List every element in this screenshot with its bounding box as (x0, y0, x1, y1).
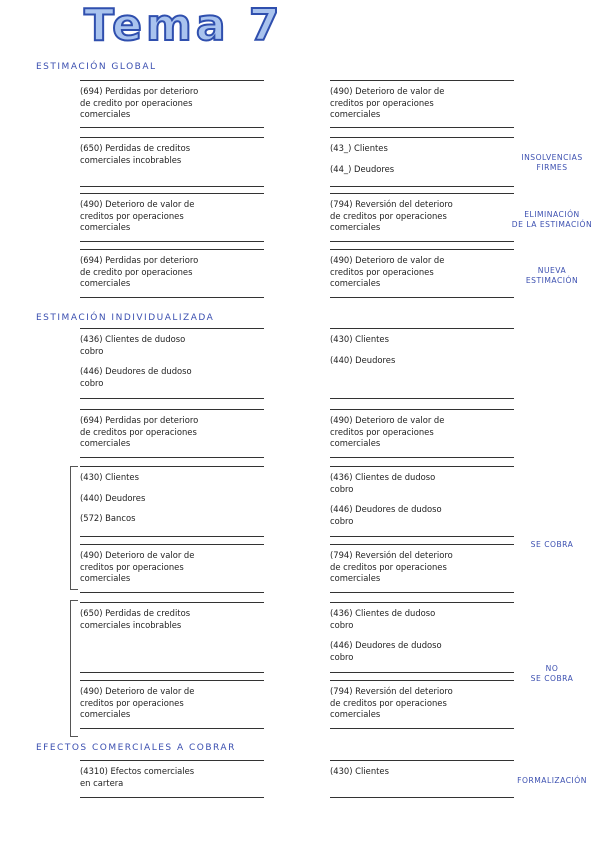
debit-entry (80, 255, 265, 290)
debit-entry (80, 334, 265, 389)
ledger-rule (80, 249, 264, 250)
entry-line: comerciales (330, 709, 381, 719)
entry-line: (446) Deudores de dudoso (330, 640, 442, 650)
entry-line: (490) Deterioro de valor de (330, 255, 445, 265)
entry-line: (4310) Efectos comerciales (80, 766, 195, 776)
entry-line: comerciales (80, 438, 131, 448)
entry-line: (436) Clientes de dudoso (330, 472, 436, 482)
bracket-se-cobra (70, 466, 78, 590)
debit-entry (80, 86, 265, 121)
credit-entry (330, 255, 515, 290)
entry-line: (490) Deterioro de valor de (80, 199, 195, 209)
ledger-rule (80, 398, 264, 399)
entry-line: cobro (330, 651, 354, 662)
entry-line: (572) Bancos (80, 513, 136, 523)
ledger-rule (80, 544, 264, 545)
credit-entry (330, 334, 515, 366)
entry-line: comerciales (330, 109, 381, 119)
ledger-rule (330, 466, 514, 467)
debit-entry (80, 143, 265, 166)
entry-line: (794) Reversión del deterioro (330, 686, 453, 696)
margin-note (508, 153, 596, 173)
ledger-rule (80, 297, 264, 298)
ledger-rule (330, 137, 514, 138)
ledger-rule (80, 760, 264, 761)
entry-line: creditos por operaciones (330, 266, 434, 277)
margin-note-line: NUEVA (537, 266, 567, 275)
margin-note-line: INSOLVENCIAS (521, 153, 583, 162)
ledger-rule (330, 760, 514, 761)
entry-line: comerciales (80, 573, 131, 583)
entry-line: comerciales incobrables (80, 154, 182, 165)
entry-line: (490) Deterioro de valor de (330, 86, 445, 96)
margin-note (508, 210, 596, 230)
entry-line: de creditos por operaciones (330, 210, 447, 221)
debit-entry (80, 472, 265, 525)
entry-line: cobro (80, 377, 104, 388)
margin-note-line: FORMALIZACIÓN (517, 776, 587, 785)
entry-line: de credito por operaciones (80, 97, 193, 108)
entry-line: (430) Clientes (330, 766, 389, 776)
entry-line: comerciales (80, 278, 131, 288)
entry-line: comerciales (330, 222, 381, 232)
ledger-rule (80, 536, 264, 537)
entry-line: creditos por operaciones (330, 426, 434, 437)
ledger-rule (80, 672, 264, 673)
entry-line: cobro (330, 483, 354, 494)
entry-line: creditos por operaciones (80, 210, 184, 221)
ledger-rule (330, 592, 514, 593)
entry-line: de creditos por operaciones (330, 561, 447, 572)
ledger-rule (330, 297, 514, 298)
page-title: Tema 7 (84, 0, 284, 51)
margin-note-line: FIRMES (536, 163, 568, 172)
debit-entry (80, 550, 265, 585)
entry-line: (43_) Clientes (330, 143, 388, 153)
ledger-rule (80, 797, 264, 798)
entry-line: cobro (80, 345, 104, 356)
entry-line: (694) Perdidas por deterioro (80, 86, 199, 96)
ledger-rule (80, 592, 264, 593)
ledger-rule (330, 672, 514, 673)
entry-line: (794) Reversión del deterioro (330, 199, 453, 209)
entry-line: comerciales (80, 109, 131, 119)
credit-entry (330, 86, 515, 121)
ledger-rule (330, 241, 514, 242)
ledger-rule (330, 398, 514, 399)
entry-line: (490) Deterioro de valor de (330, 415, 445, 425)
credit-entry (330, 686, 515, 721)
entry-line: comerciales incobrables (80, 619, 182, 630)
ledger-rule (330, 536, 514, 537)
ledger-rule (80, 137, 264, 138)
entry-line: creditos por operaciones (80, 561, 184, 572)
ledger-rule (330, 457, 514, 458)
credit-entry (330, 415, 515, 450)
debit-entry (80, 686, 265, 721)
entry-line: (440) Deudores (330, 354, 396, 365)
debit-entry (80, 415, 265, 450)
entry-line: comerciales (80, 222, 131, 232)
ledger-rule (80, 409, 264, 410)
ledger-rule (80, 457, 264, 458)
credit-entry (330, 199, 515, 234)
ledger-rule (80, 193, 264, 194)
ledger-rule (80, 127, 264, 128)
entry-line: (436) Clientes de dudoso (80, 334, 186, 344)
entry-line: (490) Deterioro de valor de (80, 550, 195, 560)
ledger-rule (330, 409, 514, 410)
ledger-rule (330, 127, 514, 128)
margin-note (508, 266, 596, 286)
section-heading-individual: ESTIMACIÓN INDIVIDUALIZADA (36, 313, 215, 323)
entry-line: (694) Perdidas por deterioro (80, 255, 199, 265)
entry-line (330, 631, 515, 640)
section-heading-global: ESTIMACIÓN GLOBAL (36, 62, 157, 72)
entry-line: de creditos por operaciones (80, 426, 197, 437)
ledger-rule (80, 80, 264, 81)
ledger-rule (330, 680, 514, 681)
entry-line: (794) Reversión del deterioro (330, 550, 453, 560)
ledger-rule (80, 241, 264, 242)
bracket-no-se-cobra (70, 600, 78, 737)
entry-line: comerciales (330, 278, 381, 288)
entry-line: (490) Deterioro de valor de (80, 686, 195, 696)
entry-line: (440) Deudores (80, 492, 146, 503)
ledger-rule (80, 680, 264, 681)
entry-line: de creditos por operaciones (330, 697, 447, 708)
entry-line: (430) Clientes (330, 334, 389, 344)
entry-line (80, 357, 265, 366)
margin-note-line: ESTIMACIÓN (525, 276, 579, 285)
margin-note-line: DE LA ESTIMACIÓN (511, 220, 593, 229)
entry-line: (446) Deudores de dudoso (330, 504, 442, 514)
entry-line: (44_) Deudores (330, 163, 395, 174)
margin-note (508, 540, 596, 550)
ledger-rule (80, 602, 264, 603)
ledger-rule (330, 80, 514, 81)
entry-line: comerciales (330, 438, 381, 448)
margin-note-line: SE COBRA (530, 674, 574, 683)
ledger-rule (330, 602, 514, 603)
credit-entry (330, 608, 515, 663)
debit-entry (80, 608, 265, 631)
entry-line: (694) Perdidas por deterioro (80, 415, 199, 425)
ledger-rule (330, 193, 514, 194)
credit-entry (330, 550, 515, 585)
ledger-rule (80, 186, 264, 187)
debit-entry (80, 766, 265, 789)
entry-line: (650) Perdidas de creditos (80, 608, 191, 618)
entry-line (80, 504, 265, 513)
entry-line: cobro (330, 515, 354, 526)
ledger-rule (330, 186, 514, 187)
entry-line: (430) Clientes (80, 472, 139, 482)
margin-note (508, 776, 596, 786)
entry-line (330, 346, 515, 355)
section-heading-efectos: EFECTOS COMERCIALES A COBRAR (36, 743, 236, 753)
debit-entry (80, 199, 265, 234)
entry-line (330, 155, 515, 164)
ledger-rule (80, 466, 264, 467)
ledger-rule (330, 544, 514, 545)
ledger-rule (80, 728, 264, 729)
entry-line: cobro (330, 619, 354, 630)
entry-line: creditos por operaciones (330, 97, 434, 108)
entry-line: en cartera (80, 777, 124, 788)
entry-line: (650) Perdidas de creditos (80, 143, 191, 153)
credit-entry (330, 766, 515, 778)
credit-entry (330, 472, 515, 527)
entry-line (80, 484, 265, 493)
margin-note-line: ELIMINACIÓN (524, 210, 580, 219)
margin-note (508, 664, 596, 684)
entry-line: comerciales (330, 573, 381, 583)
margin-note-line: SE COBRA (530, 540, 574, 549)
entry-line: (446) Deudores de dudoso (80, 366, 192, 376)
credit-entry (330, 143, 515, 175)
margin-note-line: NO (545, 664, 559, 673)
entry-line: creditos por operaciones (80, 697, 184, 708)
entry-line: comerciales (80, 709, 131, 719)
entry-line (330, 495, 515, 504)
ledger-rule (330, 797, 514, 798)
entry-line: (436) Clientes de dudoso (330, 608, 436, 618)
ledger-rule (330, 249, 514, 250)
entry-line: de credito por operaciones (80, 266, 193, 277)
ledger-rule (330, 328, 514, 329)
ledger-rule (80, 328, 264, 329)
ledger-rule (330, 728, 514, 729)
